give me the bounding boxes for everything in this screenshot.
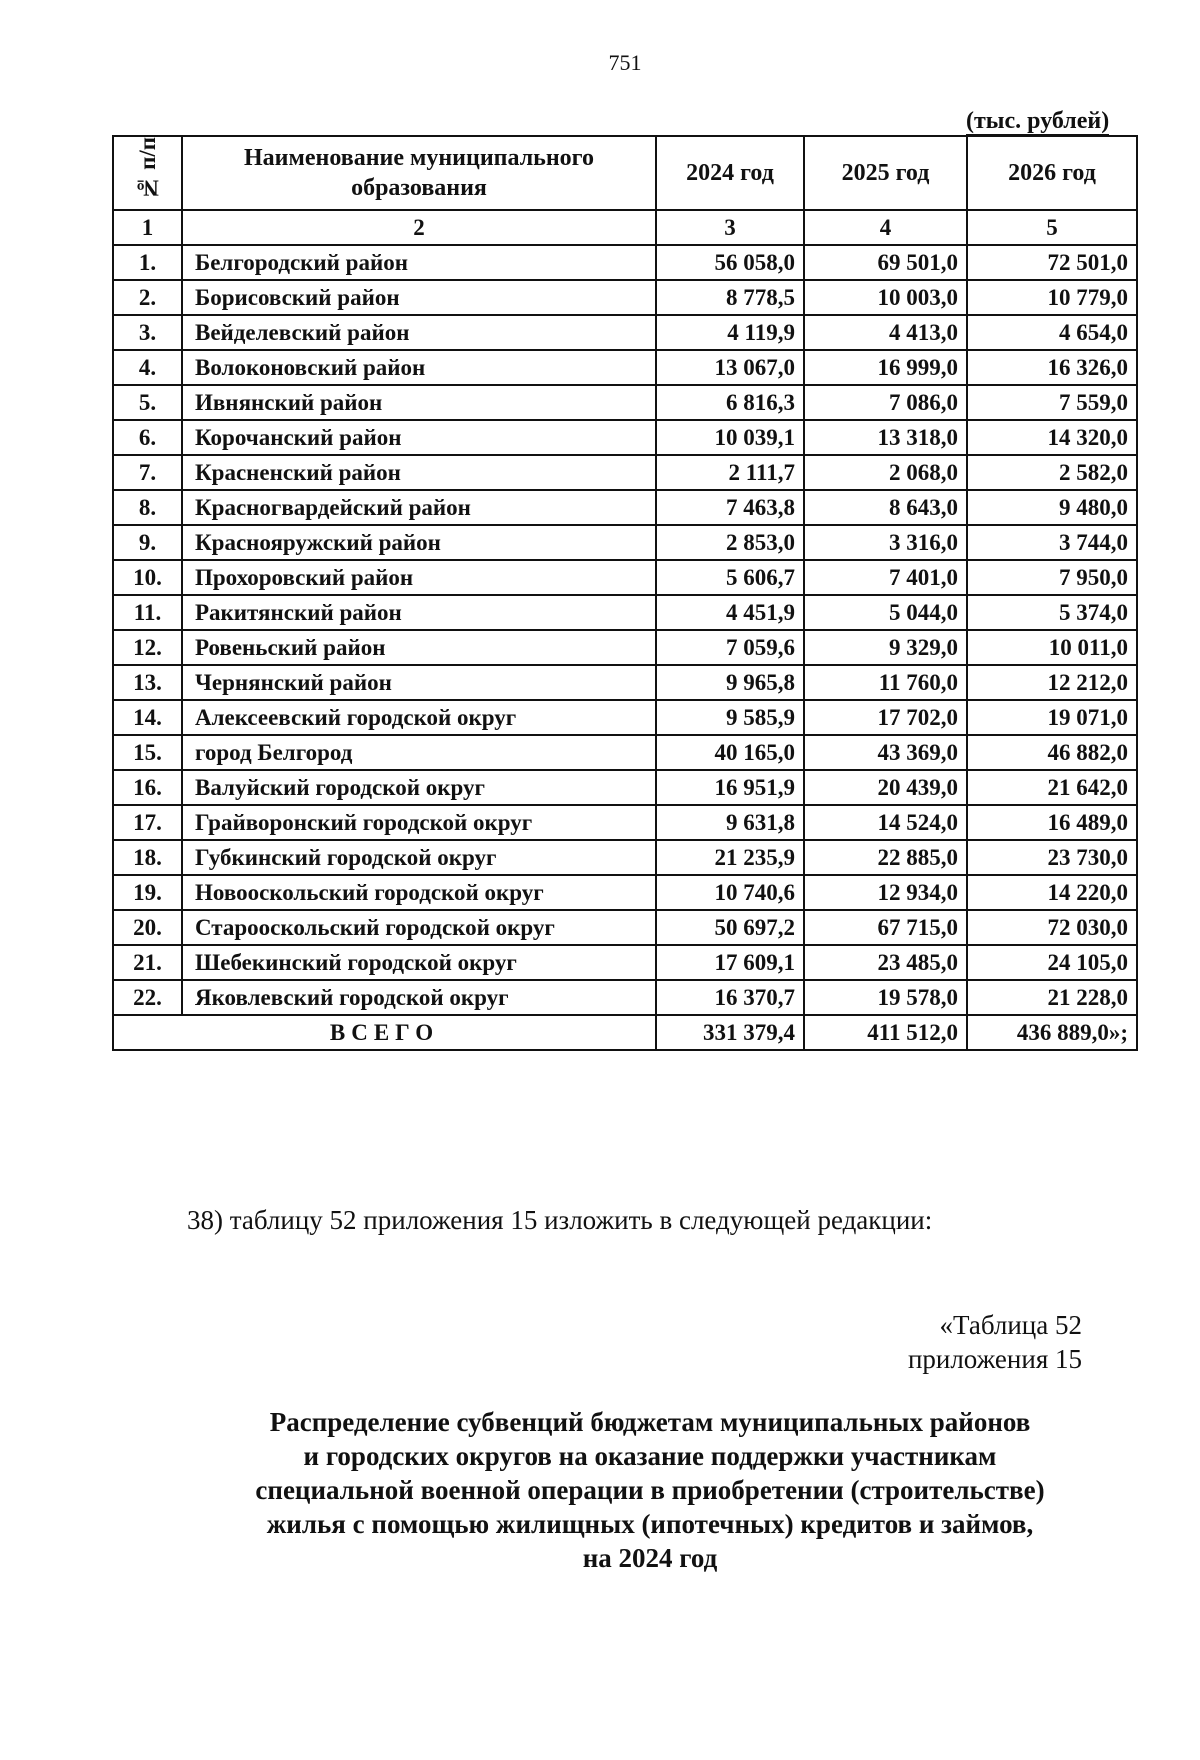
table-body	[113, 245, 1137, 1015]
row-number: 16.	[113, 770, 182, 805]
total-label: ВСЕГО	[113, 1015, 656, 1050]
table-row	[113, 315, 1137, 350]
row-number: 15.	[113, 735, 182, 770]
value-2025: 9 329,0	[804, 630, 967, 665]
column-index: 1	[113, 210, 182, 245]
header-2024: 2024 год	[656, 136, 804, 210]
value-2026: 16 489,0	[967, 805, 1137, 840]
municipality-name: Ровеньский район	[182, 630, 656, 665]
municipality-name: Прохоровский район	[182, 560, 656, 595]
table-row	[113, 700, 1137, 735]
row-number: 6.	[113, 420, 182, 455]
value-2026: 12 212,0	[967, 665, 1137, 700]
table-row	[113, 350, 1137, 385]
value-2024: 4 119,9	[656, 315, 804, 350]
value-2024: 2 853,0	[656, 525, 804, 560]
total-2026: 436 889,0»;	[967, 1015, 1137, 1050]
units-label: (тыс. рублей)	[966, 108, 1110, 134]
row-number: 10.	[113, 560, 182, 595]
table-reference-line: приложения 15	[907, 1344, 1082, 1374]
value-2024: 21 235,9	[656, 840, 804, 875]
value-2025: 12 934,0	[804, 875, 967, 910]
table-row	[113, 560, 1137, 595]
municipality-name: Грайворонский городской округ	[182, 805, 656, 840]
value-2025: 20 439,0	[804, 770, 967, 805]
value-2026: 10 779,0	[967, 280, 1137, 315]
value-2024: 5 606,7	[656, 560, 804, 595]
value-2026: 24 105,0	[967, 945, 1137, 980]
row-number: 8.	[113, 490, 182, 525]
municipality-name: Краснояружский район	[182, 525, 656, 560]
value-2026: 2 582,0	[967, 455, 1137, 490]
row-number: 2.	[113, 280, 182, 315]
row-number: 3.	[113, 315, 182, 350]
header-2025: 2025 год	[804, 136, 967, 210]
column-index: 3	[656, 210, 804, 245]
title-line: жилья с помощью жилищных (ипотечных) кредитов и займов,	[266, 1509, 1034, 1539]
value-2025: 22 885,0	[804, 840, 967, 875]
value-2024: 50 697,2	[656, 910, 804, 945]
municipality-name: Ивнянский район	[182, 385, 656, 420]
table-header-row	[113, 136, 1137, 210]
column-index-row	[113, 210, 1137, 245]
table-row	[113, 770, 1137, 805]
value-2026: 16 326,0	[967, 350, 1137, 385]
municipality-name: Ракитянский район	[182, 595, 656, 630]
table-row	[113, 630, 1137, 665]
value-2026: 14 220,0	[967, 875, 1137, 910]
page-number: 751	[608, 50, 642, 75]
title-line: Распределение субвенций бюджетам муниципальных районов	[269, 1407, 1031, 1437]
value-2024: 6 816,3	[656, 385, 804, 420]
value-2026: 7 950,0	[967, 560, 1137, 595]
value-2026: 46 882,0	[967, 735, 1137, 770]
municipality-name: Чернянский район	[182, 665, 656, 700]
municipality-name: Новооскольский городской округ	[182, 875, 656, 910]
municipality-name: Старооскольский городской округ	[182, 910, 656, 945]
row-number: 7.	[113, 455, 182, 490]
table-row	[113, 665, 1137, 700]
header-num: № п/п	[113, 136, 182, 210]
value-2026: 5 374,0	[967, 595, 1137, 630]
subvention-table	[112, 135, 1138, 1051]
value-2026: 9 480,0	[967, 490, 1137, 525]
municipality-name: Шебекинский городской округ	[182, 945, 656, 980]
value-2025: 19 578,0	[804, 980, 967, 1015]
table-row	[113, 840, 1137, 875]
title-line: и городских округов на оказание поддержки участникам	[303, 1441, 997, 1471]
value-2026: 72 501,0	[967, 245, 1137, 280]
table-row	[113, 595, 1137, 630]
municipality-name: город Белгород	[182, 735, 656, 770]
value-2026: 21 642,0	[967, 770, 1137, 805]
value-2025: 7 401,0	[804, 560, 967, 595]
value-2024: 9 965,8	[656, 665, 804, 700]
row-number: 19.	[113, 875, 182, 910]
value-2025: 69 501,0	[804, 245, 967, 280]
document-title	[150, 1405, 1150, 1575]
row-number: 11.	[113, 595, 182, 630]
value-2024: 40 165,0	[656, 735, 804, 770]
value-2024: 16 951,9	[656, 770, 804, 805]
total-2025: 411 512,0	[804, 1015, 967, 1050]
row-number: 1.	[113, 245, 182, 280]
value-2024: 2 111,7	[656, 455, 804, 490]
total-row	[113, 1015, 1137, 1050]
municipality-name: Алексеевский городской округ	[182, 700, 656, 735]
table-row	[113, 980, 1137, 1015]
row-number: 20.	[113, 910, 182, 945]
value-2025: 17 702,0	[804, 700, 967, 735]
value-2026: 10 011,0	[967, 630, 1137, 665]
value-2025: 3 316,0	[804, 525, 967, 560]
value-2025: 23 485,0	[804, 945, 967, 980]
value-2026: 23 730,0	[967, 840, 1137, 875]
value-2025: 11 760,0	[804, 665, 967, 700]
table-reference-line: «Таблица 52	[939, 1310, 1082, 1340]
value-2024: 16 370,7	[656, 980, 804, 1015]
table-row	[113, 245, 1137, 280]
value-2025: 16 999,0	[804, 350, 967, 385]
table-row	[113, 910, 1137, 945]
table-row	[113, 420, 1137, 455]
value-2024: 7 463,8	[656, 490, 804, 525]
row-number: 4.	[113, 350, 182, 385]
title-line: на 2024 год	[582, 1543, 718, 1573]
value-2025: 67 715,0	[804, 910, 967, 945]
value-2026: 19 071,0	[967, 700, 1137, 735]
row-number: 21.	[113, 945, 182, 980]
row-number: 13.	[113, 665, 182, 700]
value-2024: 10 740,6	[656, 875, 804, 910]
table-reference	[908, 1308, 1082, 1376]
column-index: 5	[967, 210, 1137, 245]
value-2025: 10 003,0	[804, 280, 967, 315]
municipality-name: Волоконовский район	[182, 350, 656, 385]
municipality-name: Валуйский городской округ	[182, 770, 656, 805]
value-2024: 17 609,1	[656, 945, 804, 980]
table-row	[113, 805, 1137, 840]
table-row	[113, 875, 1137, 910]
row-number: 12.	[113, 630, 182, 665]
header-2026: 2026 год	[967, 136, 1137, 210]
value-2024: 56 058,0	[656, 245, 804, 280]
table-row	[113, 525, 1137, 560]
row-number: 14.	[113, 700, 182, 735]
value-2025: 4 413,0	[804, 315, 967, 350]
value-2025: 8 643,0	[804, 490, 967, 525]
value-2025: 2 068,0	[804, 455, 967, 490]
row-number: 9.	[113, 525, 182, 560]
row-number: 18.	[113, 840, 182, 875]
value-2026: 72 030,0	[967, 910, 1137, 945]
title-line: специальной военной операции в приобретении (строительстве)	[255, 1475, 1045, 1505]
column-index: 2	[182, 210, 656, 245]
value-2024: 7 059,6	[656, 630, 804, 665]
value-2026: 21 228,0	[967, 980, 1137, 1015]
value-2024: 13 067,0	[656, 350, 804, 385]
municipality-name: Красненский район	[182, 455, 656, 490]
value-2025: 43 369,0	[804, 735, 967, 770]
municipality-name: Вейделевский район	[182, 315, 656, 350]
value-2026: 14 320,0	[967, 420, 1137, 455]
table-row	[113, 385, 1137, 420]
table-row	[113, 735, 1137, 770]
table-row	[113, 945, 1137, 980]
value-2026: 3 744,0	[967, 525, 1137, 560]
value-2024: 9 631,8	[656, 805, 804, 840]
table-row	[113, 455, 1137, 490]
municipality-name: Белгородский район	[182, 245, 656, 280]
municipality-name: Красногвардейский район	[182, 490, 656, 525]
table-row	[113, 490, 1137, 525]
value-2025: 14 524,0	[804, 805, 967, 840]
municipality-name: Корочанский район	[182, 420, 656, 455]
value-2024: 9 585,9	[656, 700, 804, 735]
municipality-name: Борисовский район	[182, 280, 656, 315]
total-2024: 331 379,4	[656, 1015, 804, 1050]
municipality-name: Губкинский городской округ	[182, 840, 656, 875]
value-2026: 7 559,0	[967, 385, 1137, 420]
value-2024: 10 039,1	[656, 420, 804, 455]
instruction-text: 38) таблицу 52 приложения 15 изложить в следующей редакции:	[187, 1205, 933, 1235]
row-number: 17.	[113, 805, 182, 840]
value-2025: 7 086,0	[804, 385, 967, 420]
column-index: 4	[804, 210, 967, 245]
municipality-name: Яковлевский городской округ	[182, 980, 656, 1015]
value-2024: 8 778,5	[656, 280, 804, 315]
table-row	[113, 280, 1137, 315]
row-number: 5.	[113, 385, 182, 420]
header-name: Наименование муниципального образования	[182, 136, 656, 210]
row-number: 22.	[113, 980, 182, 1015]
value-2025: 5 044,0	[804, 595, 967, 630]
value-2026: 4 654,0	[967, 315, 1137, 350]
value-2024: 4 451,9	[656, 595, 804, 630]
value-2025: 13 318,0	[804, 420, 967, 455]
